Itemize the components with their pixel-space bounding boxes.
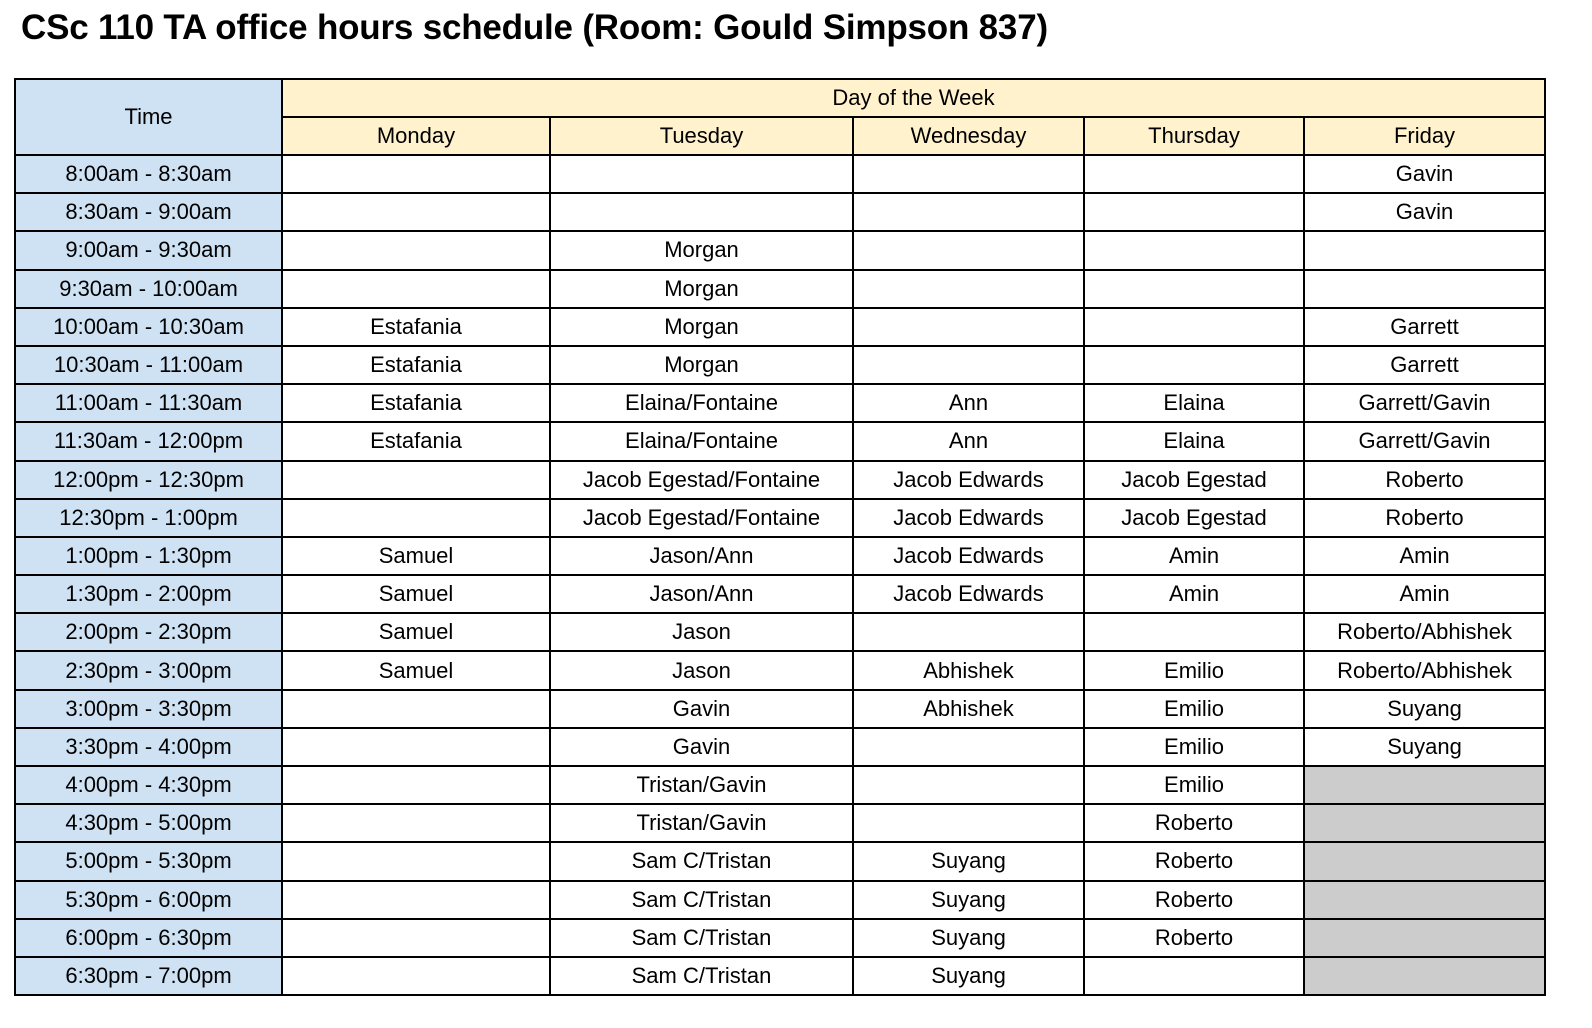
time-slot-cell: 6:30pm - 7:00pm	[15, 957, 282, 995]
schedule-cell-wednesday: Jacob Edwards	[853, 499, 1084, 537]
schedule-cell-thursday	[1084, 308, 1304, 346]
day-header-thursday: Thursday	[1084, 117, 1304, 155]
schedule-cell-monday	[282, 155, 550, 193]
schedule-cell-tuesday: Elaina/Fontaine	[550, 422, 853, 460]
schedule-cell-thursday: Jacob Egestad	[1084, 461, 1304, 499]
schedule-cell-friday: Garrett	[1304, 308, 1545, 346]
schedule-cell-monday	[282, 842, 550, 880]
schedule-cell-thursday: Emilio	[1084, 651, 1304, 689]
schedule-cell-tuesday	[550, 193, 853, 231]
schedule-cell-thursday: Emilio	[1084, 690, 1304, 728]
time-slot-cell: 11:00am - 11:30am	[15, 384, 282, 422]
schedule-cell-monday	[282, 919, 550, 957]
schedule-cell-thursday: Emilio	[1084, 766, 1304, 804]
day-header-friday: Friday	[1304, 117, 1545, 155]
table-row	[15, 613, 1545, 651]
schedule-cell-friday	[1304, 766, 1545, 804]
schedule-cell-wednesday: Abhishek	[853, 690, 1084, 728]
time-slot-cell: 12:30pm - 1:00pm	[15, 499, 282, 537]
schedule-cell-friday: Garrett	[1304, 346, 1545, 384]
schedule-cell-thursday	[1084, 193, 1304, 231]
page-title: CSc 110 TA office hours schedule (Room: Gould Simpson 837)	[21, 8, 1048, 47]
schedule-cell-tuesday: Sam C/Tristan	[550, 957, 853, 995]
table-row	[15, 346, 1545, 384]
table-row	[15, 537, 1545, 575]
schedule-cell-monday	[282, 881, 550, 919]
schedule-cell-monday	[282, 270, 550, 308]
time-slot-cell: 5:00pm - 5:30pm	[15, 842, 282, 880]
schedule-cell-friday: Roberto	[1304, 499, 1545, 537]
schedule-cell-friday	[1304, 957, 1545, 995]
schedule-cell-wednesday: Suyang	[853, 881, 1084, 919]
schedule-cell-tuesday: Elaina/Fontaine	[550, 384, 853, 422]
schedule-cell-thursday: Jacob Egestad	[1084, 499, 1304, 537]
schedule-cell-friday: Garrett/Gavin	[1304, 384, 1545, 422]
table-row	[15, 957, 1545, 995]
time-slot-cell: 5:30pm - 6:00pm	[15, 881, 282, 919]
schedule-cell-wednesday: Suyang	[853, 957, 1084, 995]
schedule-cell-monday	[282, 231, 550, 269]
schedule-cell-monday	[282, 461, 550, 499]
schedule-cell-monday: Samuel	[282, 613, 550, 651]
table-row	[15, 155, 1545, 193]
schedule-cell-friday: Gavin	[1304, 193, 1545, 231]
schedule-cell-tuesday: Jason	[550, 613, 853, 651]
schedule-cell-friday: Amin	[1304, 537, 1545, 575]
schedule-cell-tuesday: Morgan	[550, 231, 853, 269]
schedule-cell-thursday	[1084, 613, 1304, 651]
time-slot-cell: 4:30pm - 5:00pm	[15, 804, 282, 842]
schedule-cell-friday: Roberto/Abhishek	[1304, 613, 1545, 651]
schedule-cell-monday	[282, 499, 550, 537]
schedule-cell-thursday: Roberto	[1084, 842, 1304, 880]
schedule-cell-monday: Samuel	[282, 575, 550, 613]
table-row	[15, 308, 1545, 346]
schedule-cell-monday	[282, 804, 550, 842]
table-row	[15, 842, 1545, 880]
table-row	[15, 384, 1545, 422]
table-row	[15, 499, 1545, 537]
day-of-week-header: Day of the Week	[282, 79, 1545, 117]
schedule-cell-thursday: Elaina	[1084, 384, 1304, 422]
schedule-cell-thursday: Roberto	[1084, 919, 1304, 957]
schedule-cell-monday	[282, 193, 550, 231]
time-slot-cell: 3:30pm - 4:00pm	[15, 728, 282, 766]
day-header-monday: Monday	[282, 117, 550, 155]
schedule-cell-wednesday: Ann	[853, 422, 1084, 460]
schedule-cell-tuesday: Gavin	[550, 728, 853, 766]
schedule-cell-monday: Samuel	[282, 651, 550, 689]
schedule-cell-thursday: Elaina	[1084, 422, 1304, 460]
schedule-cell-wednesday: Suyang	[853, 842, 1084, 880]
schedule-body	[15, 155, 1545, 995]
schedule-cell-friday	[1304, 919, 1545, 957]
schedule-cell-friday	[1304, 270, 1545, 308]
schedule-cell-wednesday: Jacob Edwards	[853, 461, 1084, 499]
schedule-cell-thursday	[1084, 231, 1304, 269]
schedule-cell-tuesday: Sam C/Tristan	[550, 881, 853, 919]
office-hours-table	[14, 78, 1546, 996]
time-slot-cell: 10:00am - 10:30am	[15, 308, 282, 346]
time-slot-cell: 3:00pm - 3:30pm	[15, 690, 282, 728]
schedule-cell-wednesday: Jacob Edwards	[853, 537, 1084, 575]
schedule-cell-tuesday: Gavin	[550, 690, 853, 728]
schedule-cell-monday	[282, 766, 550, 804]
schedule-cell-thursday: Roberto	[1084, 881, 1304, 919]
schedule-cell-friday: Gavin	[1304, 155, 1545, 193]
schedule-cell-friday	[1304, 842, 1545, 880]
schedule-cell-tuesday	[550, 155, 853, 193]
time-slot-cell: 10:30am - 11:00am	[15, 346, 282, 384]
table-row	[15, 231, 1545, 269]
schedule-cell-tuesday: Morgan	[550, 346, 853, 384]
schedule-cell-monday: Samuel	[282, 537, 550, 575]
schedule-cell-monday	[282, 690, 550, 728]
schedule-cell-tuesday: Tristan/Gavin	[550, 766, 853, 804]
schedule-cell-friday	[1304, 231, 1545, 269]
schedule-cell-thursday	[1084, 270, 1304, 308]
time-slot-cell: 9:30am - 10:00am	[15, 270, 282, 308]
schedule-cell-wednesday	[853, 155, 1084, 193]
schedule-cell-wednesday: Suyang	[853, 919, 1084, 957]
time-slot-cell: 2:00pm - 2:30pm	[15, 613, 282, 651]
schedule-cell-thursday: Amin	[1084, 537, 1304, 575]
table-row	[15, 728, 1545, 766]
schedule-cell-monday: Estafania	[282, 346, 550, 384]
table-row	[15, 575, 1545, 613]
time-column-header: Time	[15, 79, 282, 155]
schedule-cell-tuesday: Jason/Ann	[550, 575, 853, 613]
schedule-cell-wednesday	[853, 346, 1084, 384]
schedule-cell-thursday	[1084, 346, 1304, 384]
time-slot-cell: 12:00pm - 12:30pm	[15, 461, 282, 499]
schedule-cell-tuesday: Tristan/Gavin	[550, 804, 853, 842]
table-row	[15, 766, 1545, 804]
schedule-cell-thursday: Roberto	[1084, 804, 1304, 842]
schedule-cell-friday: Roberto/Abhishek	[1304, 651, 1545, 689]
schedule-cell-monday	[282, 728, 550, 766]
schedule-cell-friday: Suyang	[1304, 728, 1545, 766]
table-row	[15, 651, 1545, 689]
schedule-cell-wednesday	[853, 613, 1084, 651]
table-row	[15, 919, 1545, 957]
schedule-cell-tuesday: Jacob Egestad/Fontaine	[550, 461, 853, 499]
schedule-cell-wednesday: Ann	[853, 384, 1084, 422]
schedule-cell-tuesday: Jason/Ann	[550, 537, 853, 575]
schedule-cell-wednesday	[853, 231, 1084, 269]
schedule-cell-thursday: Amin	[1084, 575, 1304, 613]
day-header-tuesday: Tuesday	[550, 117, 853, 155]
table-row	[15, 422, 1545, 460]
table-row	[15, 270, 1545, 308]
table-row	[15, 881, 1545, 919]
schedule-cell-monday	[282, 957, 550, 995]
schedule-cell-friday: Roberto	[1304, 461, 1545, 499]
table-row	[15, 690, 1545, 728]
time-slot-cell: 8:00am - 8:30am	[15, 155, 282, 193]
schedule-cell-monday: Estafania	[282, 384, 550, 422]
schedule-cell-tuesday: Morgan	[550, 308, 853, 346]
schedule-cell-wednesday	[853, 308, 1084, 346]
day-header-wednesday: Wednesday	[853, 117, 1084, 155]
schedule-cell-thursday: Emilio	[1084, 728, 1304, 766]
schedule-cell-tuesday: Sam C/Tristan	[550, 842, 853, 880]
table-row	[15, 193, 1545, 231]
time-slot-cell: 4:00pm - 4:30pm	[15, 766, 282, 804]
schedule-cell-tuesday: Morgan	[550, 270, 853, 308]
schedule-cell-wednesday: Abhishek	[853, 651, 1084, 689]
schedule-cell-friday: Amin	[1304, 575, 1545, 613]
schedule-cell-monday: Estafania	[282, 422, 550, 460]
time-slot-cell: 9:00am - 9:30am	[15, 231, 282, 269]
time-slot-cell: 11:30am - 12:00pm	[15, 422, 282, 460]
time-slot-cell: 1:00pm - 1:30pm	[15, 537, 282, 575]
table-row	[15, 461, 1545, 499]
schedule-cell-monday: Estafania	[282, 308, 550, 346]
schedule-cell-tuesday: Sam C/Tristan	[550, 919, 853, 957]
schedule-cell-tuesday: Jason	[550, 651, 853, 689]
schedule-cell-wednesday: Jacob Edwards	[853, 575, 1084, 613]
schedule-cell-friday	[1304, 881, 1545, 919]
schedule-cell-thursday	[1084, 957, 1304, 995]
schedule-cell-wednesday	[853, 270, 1084, 308]
schedule-cell-friday: Suyang	[1304, 690, 1545, 728]
time-slot-cell: 2:30pm - 3:00pm	[15, 651, 282, 689]
time-slot-cell: 1:30pm - 2:00pm	[15, 575, 282, 613]
schedule-cell-wednesday	[853, 804, 1084, 842]
schedule-cell-wednesday	[853, 728, 1084, 766]
time-slot-cell: 6:00pm - 6:30pm	[15, 919, 282, 957]
table-row	[15, 804, 1545, 842]
header-row-group	[15, 79, 1545, 117]
schedule-cell-thursday	[1084, 155, 1304, 193]
schedule-cell-wednesday	[853, 766, 1084, 804]
schedule-cell-friday	[1304, 804, 1545, 842]
schedule-cell-friday: Garrett/Gavin	[1304, 422, 1545, 460]
schedule-cell-tuesday: Jacob Egestad/Fontaine	[550, 499, 853, 537]
time-slot-cell: 8:30am - 9:00am	[15, 193, 282, 231]
schedule-cell-wednesday	[853, 193, 1084, 231]
